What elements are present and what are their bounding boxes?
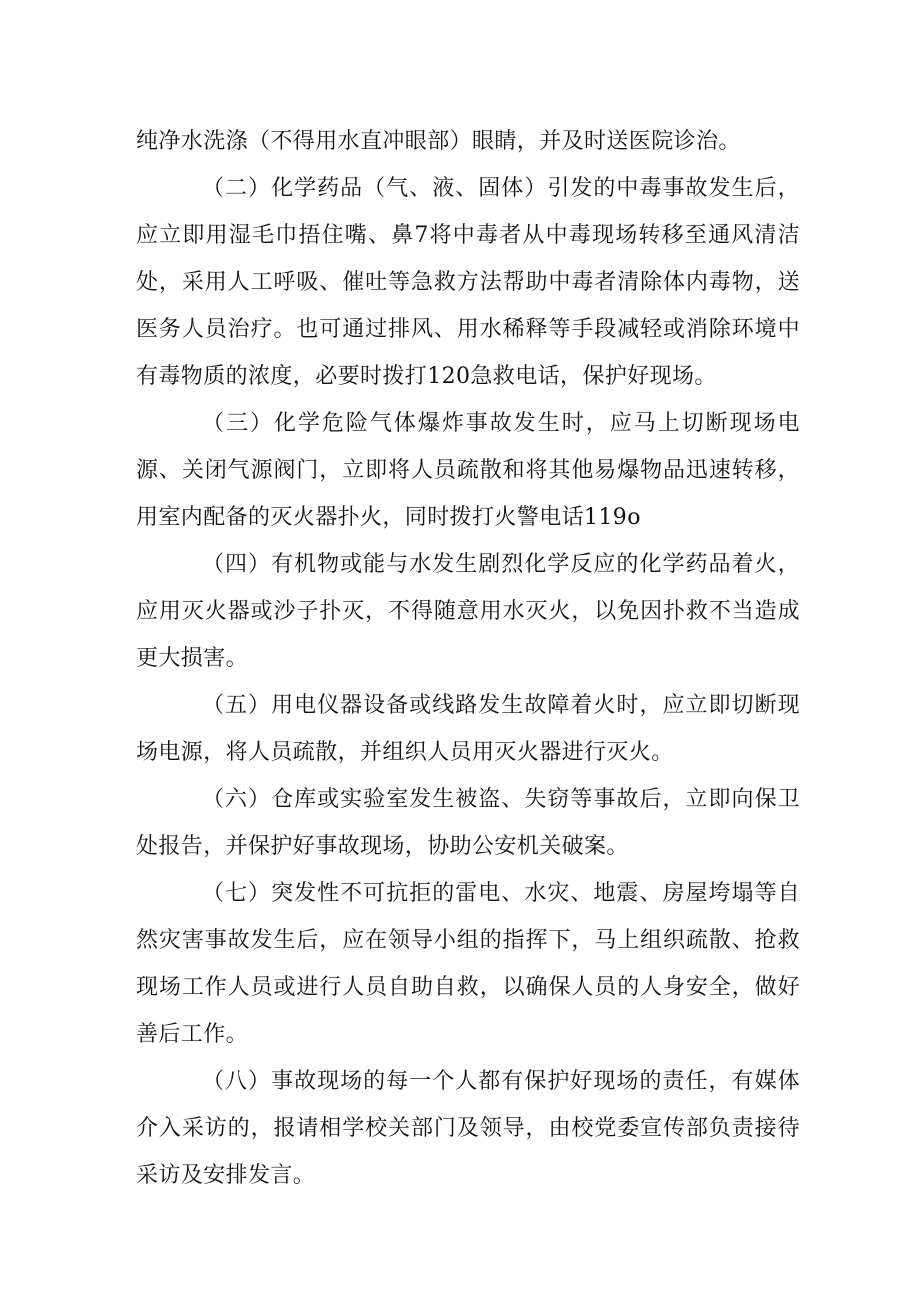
- paragraph-4-chemical-fire: （四）有机物或能与水发生剧烈化学反应的化学药品着火，应用灭火器或沙子扑灭，不得随意用水灭火，以免因扑救不当造成更大损害。: [136, 552, 800, 671]
- paragraph-7-natural-disaster: （七）突发性不可抗拒的雷电、水灾、地震、房屋垮塌等自然灾害事故发生后，应在领导小组的指挥下，马上组织疏散、抢救现场工作人员或进行人员自助自救，以确保人员的人身安全，做好善后工作。: [136, 881, 800, 1047]
- paragraph-5-electrical-fire: （五）用电仪器设备或线路发生故障着火时，应立即切断现场电源，将人员疏散，并组织人员用灭火器进行灭火。: [136, 693, 800, 765]
- paragraph-2-poisoning: （二）化学药品（气、液、固体）引发的中毒事故发生后，应立即用湿毛巾捂住嘴、鼻7将中毒者从中毒现场转移至通风清洁处，采用人工呼吸、催吐等急救方法帮助中毒者清除体内毒物，送医务人员治疗。也可通过排风、用水稀释等手段减轻或消除环境中有毒物质的浓度，必要时拨打120急救电话，保护好现场。: [136, 176, 800, 389]
- paragraph-continued: 纯净水洗涤（不得用水直冲眼部）眼睛，并及时送医院诊治。: [136, 129, 741, 154]
- document-body: [136, 118, 800, 1199]
- paragraph-8-media: （八）事故现场的每一个人都有保护好现场的责任，有媒体介入采访的，报请相学校关部门及领导，由校党委宣传部负责接待采访及安排发言。: [136, 1069, 800, 1188]
- paragraph-3-gas-explosion: （三）化学危险气体爆炸事故发生时，应马上切断现场电源、关闭气源阀门，立即将人员疏散和将其他易爆物品迅速转移，用室内配备的灭火器扑火，同时拨打火警电话119o: [136, 411, 800, 530]
- paragraph-6-theft: （六）仓库或实验室发生被盗、失窃等事故后，立即向保卫处报告，并保护好事故现场，协助公安机关破案。: [136, 787, 800, 859]
